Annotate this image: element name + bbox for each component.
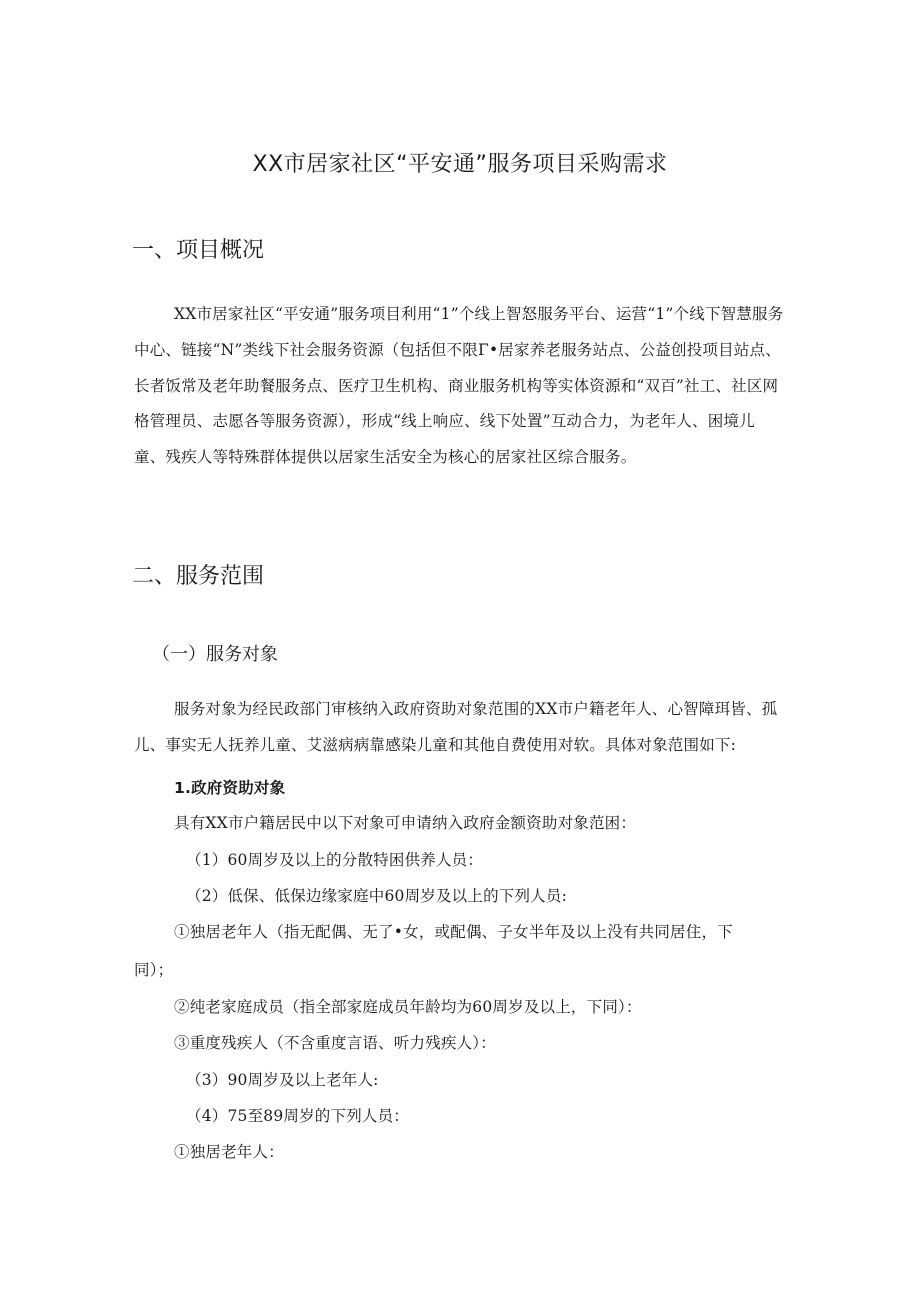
service-targets-paragraph: 服务对象为经民政部门审核纳入政府资助对象范围的XX市户籍老年人、心智障珥皆、孤儿、事实无人抚养儿童、艾滋病病靠感染儿童和其他自费使用对软。具体对象范围如下: — [134, 700, 778, 754]
subsection-heading-service-targets: （一）服务对象 — [152, 644, 278, 665]
category-4: （4）75至89周岁的下列人员： — [186, 1107, 410, 1125]
overview-paragraph: XX市居家社区“平安通”服务项目利用“1”个线上智怒服务平台、运营“1”个线下智慧服务中心、链接“N”类线下社会服务资源（包括但不限Γ•居家养老服务站点、公益创投项目站点、长者饭常及老年助餐服务点、医疗卫生机构、商业服务机构等实体资源和“双百”社工、社区网格管理员、志愿各等服务资源），形成“线上响应、线下处置”互动合力，为老年人、困境儿童、残疾人等特殊群体提供以居家生活安全为核心的居家社区综合服务。 — [134, 305, 784, 467]
category-3: （3）90周岁及以上老年人: — [186, 1071, 379, 1089]
item-government-funded: 1.政府资助对象 — [174, 779, 286, 797]
category-1: （1）60周岁及以上的分散特困供养人员： — [186, 851, 484, 869]
document-title: XX市居家社区“平安通”服务项目采购需求 — [252, 152, 668, 177]
category-2-item-b: ②纯老家庭成员（指全部家庭成员年龄均为60周岁及以上，下同）： — [174, 998, 642, 1016]
category-2-item-a-line2: 同）； — [134, 961, 174, 979]
category-4-item-a: ①独居老年人： — [174, 1143, 284, 1161]
section-heading-scope: 二、服务范围 — [132, 564, 265, 589]
item-government-funded-desc: 具有XX市户籍居民中以下对象可申请纳入政府金额资助对象范困： — [174, 814, 637, 832]
category-2-item-a-line1: ①独居老年人（指无配偶、无了•女，或配偶、子女半年及以上没有共同居住，下 — [174, 923, 733, 941]
category-2: （2）低保、低保边缘家庭中60周岁及以上的下列人员: — [186, 887, 568, 905]
category-2-item-c: ③重度残疾人（不含重度言语、听力残疾人）： — [174, 1034, 496, 1052]
section-heading-overview: 一、项目概况 — [132, 238, 265, 263]
